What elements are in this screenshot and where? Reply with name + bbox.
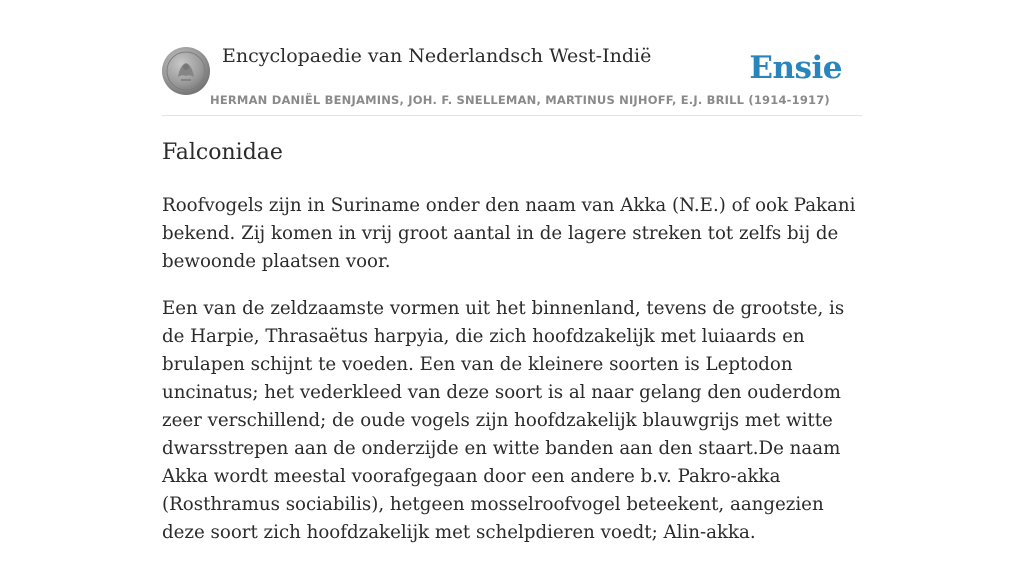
paragraph: Roofvogels zijn in Suriname onder den naam van Akka (N.E.) of ook Pakani bekend. Zij komen in vrij groot aantal in de lagere streken tot zelfs bij de bewoonde plaatsen voor. [162, 195, 856, 272]
article-body [162, 192, 862, 566]
brand-logo[interactable]: Ensie [749, 50, 842, 86]
header [162, 0, 862, 116]
authors-line: HERMAN DANIËL BENJAMINS, JOH. F. SNELLEMAN, MARTINUS NIJHOFF, E.J. BRILL (1914-1917) [210, 93, 830, 107]
coin-logo-icon[interactable] [162, 47, 210, 95]
page [162, 0, 862, 543]
paragraph: Een van de zeldzaamste vormen uit het binnenland, tevens de grootste, is de Harpie, Thrasaëtus harpyia, die zich hoofdzakelijk met luiaards en brulapen schijnt te voeden. Een van de kleinere soorten is Leptodon uncinatus; het vederkleed van deze soort is al naar gelang den ouderdom zeer verschillend; de oude vogels zijn hoofdzakelijk blauwgrijs met witte dwarsstrepen aan de onderzijde en witte banden aan den staart.De naam Akka wordt meestal voorafgegaan door een andere b.v. Pakro-akka (Rosthramus sociabilis), hetgeen mosselroofvogel beteekent, aangezien deze soort zich hoofdzakelijk met schelpdieren voedt; Alin-akka. [162, 298, 845, 543]
book-title[interactable]: Encyclopaedie van Nederlandsch West-Indië [222, 45, 652, 67]
article-title: Falconidae [162, 140, 283, 165]
